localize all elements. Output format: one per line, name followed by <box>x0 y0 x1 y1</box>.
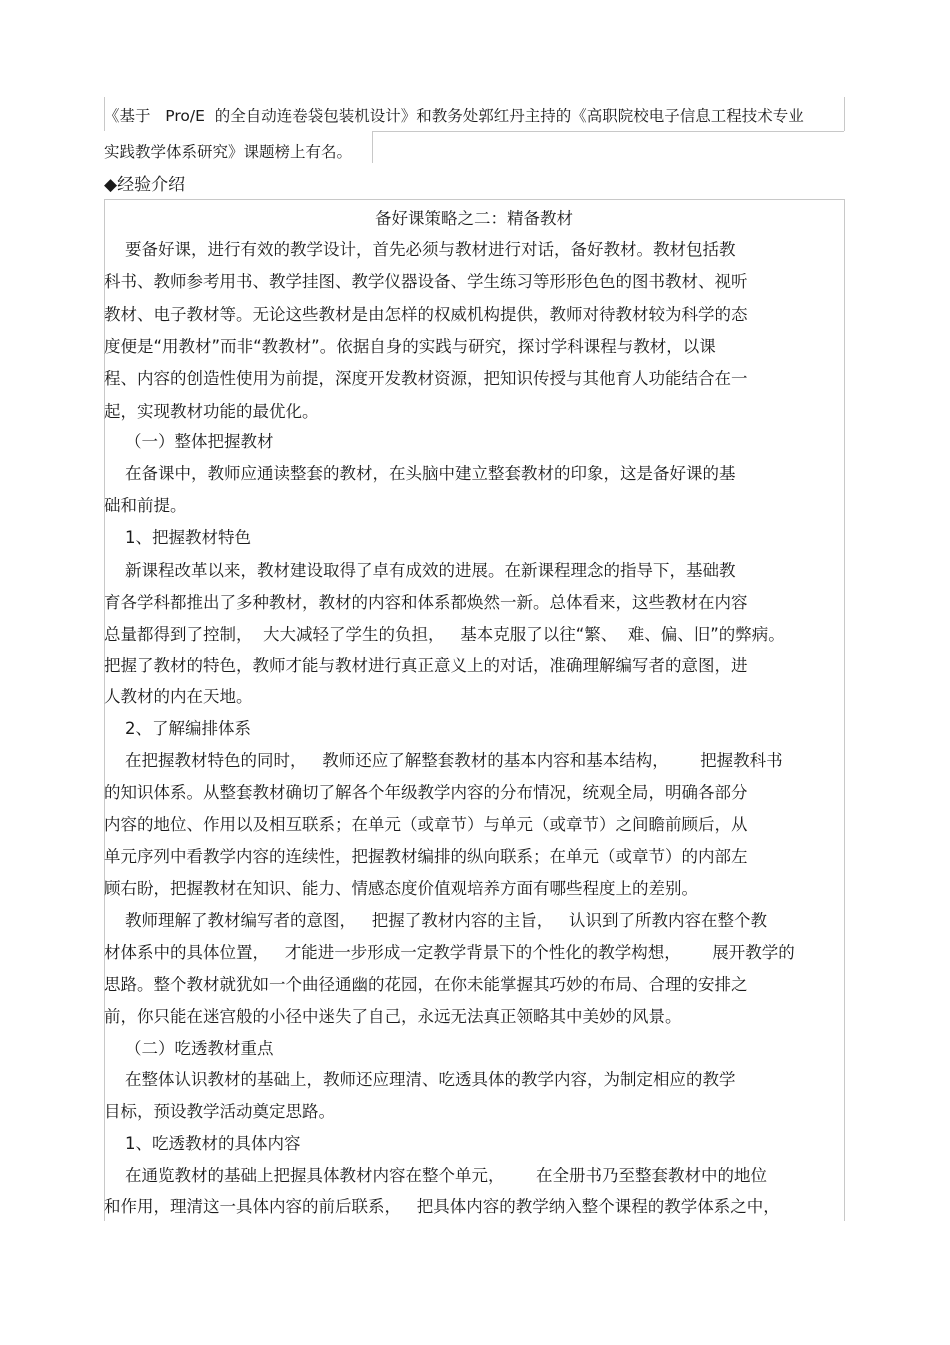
body-line: 内容的地位、作用以及相互联系；在单元（或章节）与单元（或章节）之间瞻前顾后，从 <box>104 815 748 834</box>
body-line: 在把握教材特色的同时， 教师还应了解整套教材的基本内容和基本结构， 把握教科书 <box>104 751 783 770</box>
body-line: 的知识体系。从整套教材确切了解各个年级教学内容的分布情况，统观全局，明确各部分 <box>104 783 748 802</box>
subheading: （一）整体把握教材 <box>104 432 274 451</box>
subheading: 1、把握教材特色 <box>104 528 251 547</box>
body-line: 在备课中，教师应通读整套的教材，在头脑中建立整套教材的印象，这是备好课的基 <box>104 464 736 483</box>
body-line: 单元序列中看教学内容的连续性，把握教材编排的纵向联系；在单元（或章节）的内部左 <box>104 847 748 866</box>
table-border-row-1 <box>372 131 844 132</box>
subheading: 2、了解编排体系 <box>104 719 251 738</box>
body-line: 人教材的内在天地。 <box>104 687 253 706</box>
body-line: 前，你只能在迷宫般的小径中迷失了自己，永远无法真正领略其中美妙的风景。 <box>104 1007 682 1026</box>
body-line: 和作用，理清这一具体内容的前后联系， 把具体内容的教学纳入整个课程的教学体系之中， <box>104 1197 780 1216</box>
body-line: 把握了教材的特色，教师才能与教材进行真正意义上的对话，准确理解编写者的意图，进 <box>104 656 748 675</box>
body-line: 目标，预设教学活动奠定思路。 <box>104 1102 335 1121</box>
section-heading: ◆经验介绍 <box>104 175 186 195</box>
body-line: 顾右盼，把握教材在知识、能力、情感态度价值观培养方面有哪些程度上的差别。 <box>104 879 698 898</box>
intro-line-2: 实践教学体系研究》课题榜上有名。 <box>104 143 353 161</box>
table-border-row-2 <box>104 199 844 200</box>
body-line: 教师理解了教材编写者的意图， 把握了教材内容的主旨， 认识到了所教内容在整个教 <box>104 911 767 930</box>
table-border-right-top <box>844 97 845 131</box>
subheading: （二）吃透教材重点 <box>104 1039 274 1058</box>
body-line: 要备好课，进行有效的教学设计，首先必须与教材进行对话，备好教材。教材包括教 <box>104 240 736 259</box>
body-line: 总量都得到了控制， 大大减轻了学生的负担， 基本克服了以往“繁、 难、偏、旧”的弊病。 <box>104 625 785 644</box>
table-border-mid <box>372 131 373 163</box>
table-border-right-main <box>844 199 845 1221</box>
subheading: 1、吃透教材的具体内容 <box>104 1134 301 1153</box>
body-line: 新课程改革以来，教材建设取得了卓有成效的进展。在新课程理念的指导下，基础教 <box>104 561 736 580</box>
body-line: 度便是“用教材”而非“教教材”。依据自身的实践与研究，探讨学科课程与教材，以课 <box>104 337 716 356</box>
body-line: 教材、电子教材等。无论这些教材是由怎样的权威机构提供，教师对待教材较为科学的态 <box>104 305 748 324</box>
intro-line-1: 《基于 Pro/E 的全自动连卷袋包装机设计》和教务处郭红丹主持的《高职院校电子信息工程技术专业 <box>104 107 804 125</box>
body-line: 础和前提。 <box>104 496 187 515</box>
body-line: 起，实现教材功能的最优化。 <box>104 402 319 421</box>
body-line: 在通览教材的基础上把握具体教材内容在整个单元， 在全册书乃至整套教材中的地位 <box>104 1166 767 1185</box>
body-line: 在整体认识教材的基础上，教师还应理清、吃透具体的教学内容，为制定相应的教学 <box>104 1070 736 1089</box>
body-line: 材体系中的具体位置， 才能进一步形成一定教学背景下的个性化的教学构想， 展开教学的 <box>104 943 795 962</box>
body-line: 科书、教师参考用书、教学挂图、教学仪器设备、学生练习等形形色色的图书教材、视听 <box>104 272 748 291</box>
article-title: 备好课策略之二：精备教材 <box>375 209 573 228</box>
body-line: 思路。整个教材就犹如一个曲径通幽的花园，在你未能掌握其巧妙的布局、合理的安排之 <box>104 975 748 994</box>
body-line: 程、内容的创造性使用为前提，深度开发教材资源，把知识传授与其他育人功能结合在一 <box>104 369 748 388</box>
body-line: 育各学科都推出了多种教材，教材的内容和体系都焕然一新。总体看来，这些教材在内容 <box>104 593 748 612</box>
